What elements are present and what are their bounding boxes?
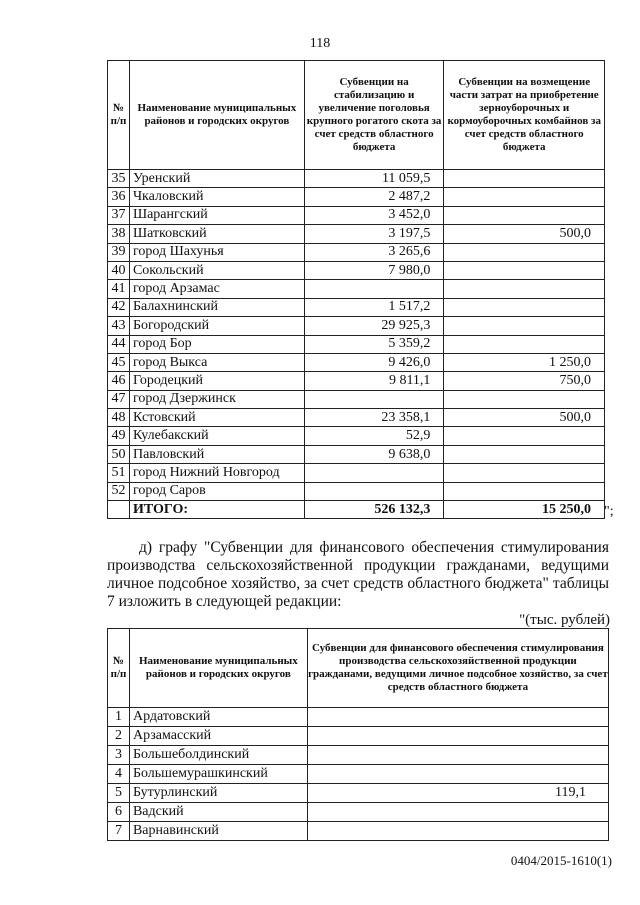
- row-number: 50: [108, 445, 130, 463]
- cattle-subsidy-value: 5 359,2: [304, 335, 444, 353]
- table-row: [108, 803, 609, 822]
- row-number: 39: [108, 243, 130, 261]
- combine-subsidy-value: [444, 317, 605, 335]
- table-row: [108, 335, 605, 353]
- municipality-name: Кстовский: [129, 409, 304, 427]
- table-row: [108, 261, 605, 279]
- row-number: 37: [108, 206, 130, 224]
- table-row: [108, 746, 609, 765]
- municipality-name: Городецкий: [129, 372, 304, 390]
- table-row: [108, 206, 605, 224]
- table-row: [108, 243, 605, 261]
- municipality-name: Кулебакский: [129, 427, 304, 445]
- cattle-subsidy-value: 11 059,5: [304, 170, 444, 188]
- total-cattle-subsidy: 526 132,3: [304, 501, 444, 519]
- row-number: 45: [108, 353, 130, 371]
- municipality-name: Бутурлинский: [129, 784, 307, 803]
- table-row: [108, 390, 605, 408]
- subsidies-table: [107, 60, 605, 519]
- total-combine-subsidy: 15 250,0: [444, 501, 605, 519]
- cattle-subsidy-value: [304, 482, 444, 500]
- combine-subsidy-value: [444, 445, 605, 463]
- municipality-name: Балахнинский: [129, 298, 304, 316]
- table-row: [108, 822, 609, 841]
- row-number: 36: [108, 188, 130, 206]
- closing-quote-mark: ";: [604, 504, 614, 519]
- row-number: 35: [108, 170, 130, 188]
- table-row: [108, 427, 605, 445]
- table-row: [108, 372, 605, 390]
- total-row: [108, 501, 605, 519]
- table-row: [108, 445, 605, 463]
- combine-subsidy-value: [444, 261, 605, 279]
- table-row: [108, 188, 605, 206]
- municipality-name: город Бор: [129, 335, 304, 353]
- municipality-name: Уренский: [129, 170, 304, 188]
- amendment-paragraph: д) графу "Субвенции для финансового обеспечения стимулирования производства сельскохозяйственной продукции гражданами, ведущими личное подсобное хозяйство, за счет средств областного бюджета" таблицы 7 изложить в следующей редакции:: [107, 539, 609, 610]
- cattle-subsidy-value: [304, 464, 444, 482]
- cattle-subsidy-value: 2 487,2: [304, 188, 444, 206]
- household-subsidy-value: [307, 746, 608, 765]
- cattle-subsidy-value: 3 452,0: [304, 206, 444, 224]
- combine-subsidy-value: 500,0: [444, 409, 605, 427]
- combine-subsidy-value: [444, 298, 605, 316]
- municipality-name: Вадский: [129, 803, 307, 822]
- municipality-name: Богородский: [129, 317, 304, 335]
- municipality-name: Павловский: [129, 445, 304, 463]
- combine-subsidy-value: [444, 464, 605, 482]
- cattle-subsidy-value: [304, 280, 444, 298]
- combine-subsidy-value: [444, 482, 605, 500]
- municipality-name: город Саров: [129, 482, 304, 500]
- cattle-subsidy-value: 29 925,3: [304, 317, 444, 335]
- combine-subsidy-value: [444, 170, 605, 188]
- header-number: № п/п: [108, 629, 130, 708]
- household-subsidy-value: [307, 765, 608, 784]
- row-number: 49: [108, 427, 130, 445]
- row-number: 51: [108, 464, 130, 482]
- total-number-cell: [108, 501, 130, 519]
- combine-subsidy-value: [444, 243, 605, 261]
- header-number: № п/п: [108, 61, 130, 170]
- row-number: 47: [108, 390, 130, 408]
- row-number: 52: [108, 482, 130, 500]
- combine-subsidy-value: 500,0: [444, 225, 605, 243]
- table-header-row: [108, 61, 605, 170]
- row-number: 48: [108, 409, 130, 427]
- combine-subsidy-value: 1 250,0: [444, 353, 605, 371]
- household-subsidy-value: [307, 727, 608, 746]
- household-subsidy-value: [307, 803, 608, 822]
- row-number: 1: [108, 708, 130, 727]
- table-row: [108, 170, 605, 188]
- table-row: [108, 708, 609, 727]
- table-row: [108, 280, 605, 298]
- combine-subsidy-value: [444, 206, 605, 224]
- municipality-name: Арзамасский: [129, 727, 307, 746]
- cattle-subsidy-value: 1 517,2: [304, 298, 444, 316]
- table-row: [108, 298, 605, 316]
- table-header-row: [108, 629, 609, 708]
- header-household-subsidies: Субвенции для финансового обеспечения стимулирования производства сельскохозяйственной продукции гражданами, ведущими личное подсобное хозяйство, за счет средств областного бюджета: [307, 629, 608, 708]
- municipality-name: город Выкса: [129, 353, 304, 371]
- row-number: 38: [108, 225, 130, 243]
- row-number: 5: [108, 784, 130, 803]
- page-number: 118: [309, 36, 331, 51]
- header-cattle-subsidies: Субвенции на стабилизацию и увеличение поголовья крупного рогатого скота за счет средств областного бюджета: [304, 61, 444, 170]
- table-row: [108, 409, 605, 427]
- municipality-name: Шатковский: [129, 225, 304, 243]
- table-row: [108, 784, 609, 803]
- row-number: 3: [108, 746, 130, 765]
- row-number: 4: [108, 765, 130, 784]
- header-combine-subsidies: Субвенции на возмещение части затрат на приобретение зерноуборочных и кормоуборочных комбайнов за счет средств областного бюджета: [444, 61, 605, 170]
- total-label: ИТОГО:: [129, 501, 304, 519]
- municipality-name: Шарангский: [129, 206, 304, 224]
- cattle-subsidy-value: 3 197,5: [304, 225, 444, 243]
- household-subsidy-value: [307, 708, 608, 727]
- municipality-name: Ардатовский: [129, 708, 307, 727]
- household-subsidy-value: [307, 822, 608, 841]
- cattle-subsidy-value: 9 426,0: [304, 353, 444, 371]
- cattle-subsidy-value: [304, 390, 444, 408]
- household-subsidy-value: 119,1: [307, 784, 608, 803]
- table-row: [108, 353, 605, 371]
- municipality-name: Большеболдинский: [129, 746, 307, 765]
- combine-subsidy-value: [444, 335, 605, 353]
- municipality-name: город Нижний Новгород: [129, 464, 304, 482]
- row-number: 2: [108, 727, 130, 746]
- municipality-name: Большемурашкинский: [129, 765, 307, 784]
- cattle-subsidy-value: 52,9: [304, 427, 444, 445]
- table-row: [108, 765, 609, 784]
- cattle-subsidy-value: 9 638,0: [304, 445, 444, 463]
- municipality-name: Сокольский: [129, 261, 304, 279]
- municipality-name: Варнавинский: [129, 822, 307, 841]
- row-number: 6: [108, 803, 130, 822]
- row-number: 41: [108, 280, 130, 298]
- combine-subsidy-value: [444, 427, 605, 445]
- municipality-name: город Шахунья: [129, 243, 304, 261]
- table-row: [108, 727, 609, 746]
- header-municipality-name: Наименование муниципальных районов и городских округов: [129, 61, 304, 170]
- combine-subsidy-value: 750,0: [444, 372, 605, 390]
- municipality-name: Чкаловский: [129, 188, 304, 206]
- table-row: [108, 317, 605, 335]
- header-municipality-name: Наименование муниципальных районов и городских округов: [129, 629, 307, 708]
- row-number: 40: [108, 261, 130, 279]
- cattle-subsidy-value: 23 358,1: [304, 409, 444, 427]
- row-number: 7: [108, 822, 130, 841]
- cattle-subsidy-value: 3 265,6: [304, 243, 444, 261]
- cattle-subsidy-value: 9 811,1: [304, 372, 444, 390]
- cattle-subsidy-value: 7 980,0: [304, 261, 444, 279]
- row-number: 43: [108, 317, 130, 335]
- combine-subsidy-value: [444, 188, 605, 206]
- table-row: [108, 225, 605, 243]
- row-number: 46: [108, 372, 130, 390]
- table-row: [108, 464, 605, 482]
- household-subsidies-table: [107, 628, 609, 841]
- row-number: 42: [108, 298, 130, 316]
- combine-subsidy-value: [444, 390, 605, 408]
- document-code: 0404/2015-1610(1): [510, 853, 612, 868]
- units-label: "(тыс. рублей): [519, 612, 610, 628]
- combine-subsidy-value: [444, 280, 605, 298]
- municipality-name: город Арзамас: [129, 280, 304, 298]
- municipality-name: город Дзержинск: [129, 390, 304, 408]
- row-number: 44: [108, 335, 130, 353]
- table-row: [108, 482, 605, 500]
